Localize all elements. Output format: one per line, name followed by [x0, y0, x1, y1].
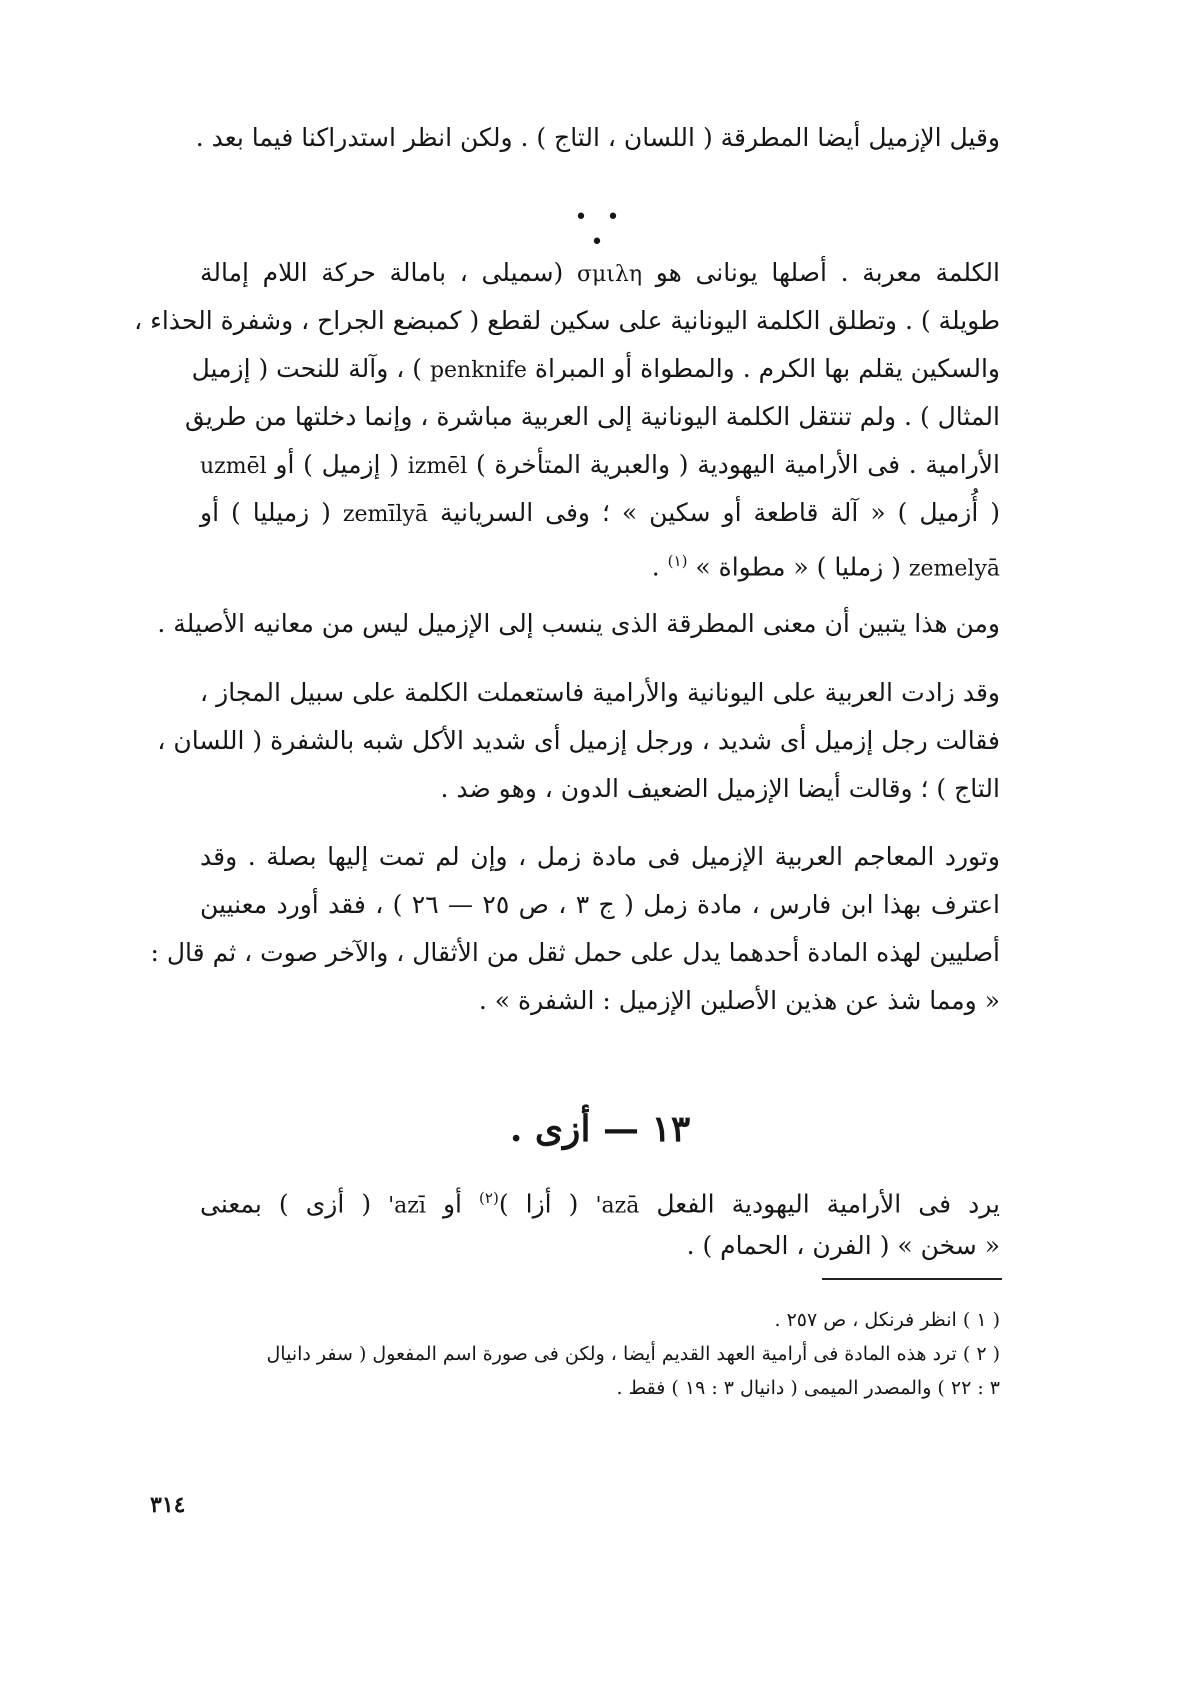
paragraph-line — [157, 606, 1000, 642]
footnote: ٣ : ٢٢ ) والمصدر الميمى ( دانيال ٣ : ١٩ ) فقط . — [616, 1377, 1000, 1399]
text: أو — [442, 1189, 462, 1219]
greek-word: σμιλη — [576, 262, 643, 287]
text: ( أزا ) — [498, 1189, 579, 1219]
english-word: penknife — [429, 358, 527, 383]
text: ( أزى ) بمعنى — [200, 1189, 372, 1219]
text: المثال ) . ولم تنتقل الكلمة اليونانية إلى العربية مباشرة ، وإنما دخلتها من طريق — [185, 402, 1000, 431]
footnote-marker: (٢) — [479, 1189, 499, 1207]
paragraph-line — [200, 839, 1000, 875]
text: أصليين لهذه المادة أحدهما يدل على حمل ثقل من الأثقال ، والآخر صوت ، ثم قال : — [150, 938, 1000, 967]
transliteration: uzmēl — [200, 454, 267, 479]
text: « سخن » ( الفرن ، الحمام ) . — [686, 1231, 1000, 1260]
footnote-marker: (١) — [667, 552, 688, 570]
paragraph-line — [195, 120, 1000, 156]
text: والسكين يقلم بها الكرم . والمطواة أو المبراة — [534, 354, 1000, 383]
text: الكلمة معربة . أصلها يونانى هو — [655, 258, 1000, 287]
paragraph-line — [185, 399, 1000, 435]
paragraph-line — [200, 255, 1000, 293]
text: ( أُزميل ) « آلة قاطعة أو سكين » ؛ وفى السريانية — [440, 498, 1000, 527]
text: ( زميليا ) أو — [200, 498, 331, 527]
text: (سميلى ، بامالة حركة اللام إمالة — [200, 258, 564, 287]
text: طويلة ) . وتطلق الكلمة اليونانية على سكين لقطع ( كمبضع الجراح ، وشفرة الحذاء ، — [134, 306, 1000, 335]
footnote-divider — [822, 1278, 1002, 1280]
paragraph-line — [200, 983, 1000, 1019]
paragraph-line — [200, 1228, 1000, 1264]
paragraph-line — [134, 303, 1000, 339]
paragraph-line — [200, 771, 1000, 807]
text: وقد زادت العربية على اليونانية والأرامية فاستعملت الكلمة على سبيل المجاز ، — [200, 678, 1000, 707]
transliteration: izmēl — [407, 454, 468, 479]
paragraph-line — [150, 935, 1000, 971]
transliteration: 'azā — [595, 1193, 640, 1219]
paragraph-line — [200, 1180, 1000, 1224]
paragraph-line — [200, 887, 1000, 923]
text: ) ، وآلة للنحت ( إزميل — [191, 354, 422, 383]
paragraph-line — [157, 723, 1000, 759]
section-separator: • • • — [574, 205, 626, 255]
text: . — [651, 552, 660, 582]
transliteration: zemelyā — [908, 556, 1000, 582]
transliteration: 'azī — [388, 1193, 426, 1219]
text: فقالت رجل إزميل أى شديد ، ورجل إزميل أى شديد الأكل شبه بالشفرة ( اللسان ، — [157, 726, 1000, 755]
paragraph-line — [200, 543, 1000, 587]
text: وقيل الإزميل أيضا المطرقة ( اللسان ، التاج ) . ولكن انظر استدراكنا فيما بعد . — [195, 123, 1000, 152]
text: اعترف بهذا ابن فارس ، مادة زمل ( ج ٣ ، ص ٢٥ — ٢٦ ) ، فقد أورد معنيين — [200, 890, 1000, 919]
text: ( إزميل ) أو — [275, 450, 399, 479]
footnote: ( ١ ) انظر فرنكل ، ص ٢٥٧ . — [774, 1309, 1000, 1331]
text: يرد فى الأرامية اليهودية الفعل — [656, 1189, 1000, 1219]
text: وتورد المعاجم العربية الإزميل فى مادة زمل ، وإن لم تمت إليها بصلة . وقد — [200, 842, 1000, 871]
section-heading: ١٣ — أزى . — [509, 1108, 691, 1150]
paragraph-line — [200, 447, 1000, 485]
text: « ومما شذ عن هذين الأصلين الإزميل : الشفرة » . — [478, 986, 1000, 1015]
paragraph-line — [191, 351, 1000, 389]
paragraph-line — [200, 675, 1000, 711]
text: ومن هذا يتبين أن معنى المطرقة الذى ينسب إلى الإزميل ليس من معانيه الأصيلة . — [157, 609, 1000, 638]
transliteration: zemīlyā — [342, 502, 429, 527]
page-number: ٣١٤ — [150, 1492, 186, 1518]
text: ( زمليا ) « مطواة » — [695, 552, 901, 582]
footnote: ( ٢ ) ترد هذه المادة فى أرامية العهد القديم أيضا ، ولكن فى صورة اسم المفعول ( سفر دانيال — [266, 1343, 1000, 1365]
text: التاج ) ؛ وقالت أيضا الإزميل الضعيف الدون ، وهو ضد . — [440, 774, 1000, 803]
paragraph-line — [200, 495, 1000, 533]
text: الأرامية . فى الأرامية اليهودية ( والعبرية المتأخرة ) — [475, 450, 1000, 479]
